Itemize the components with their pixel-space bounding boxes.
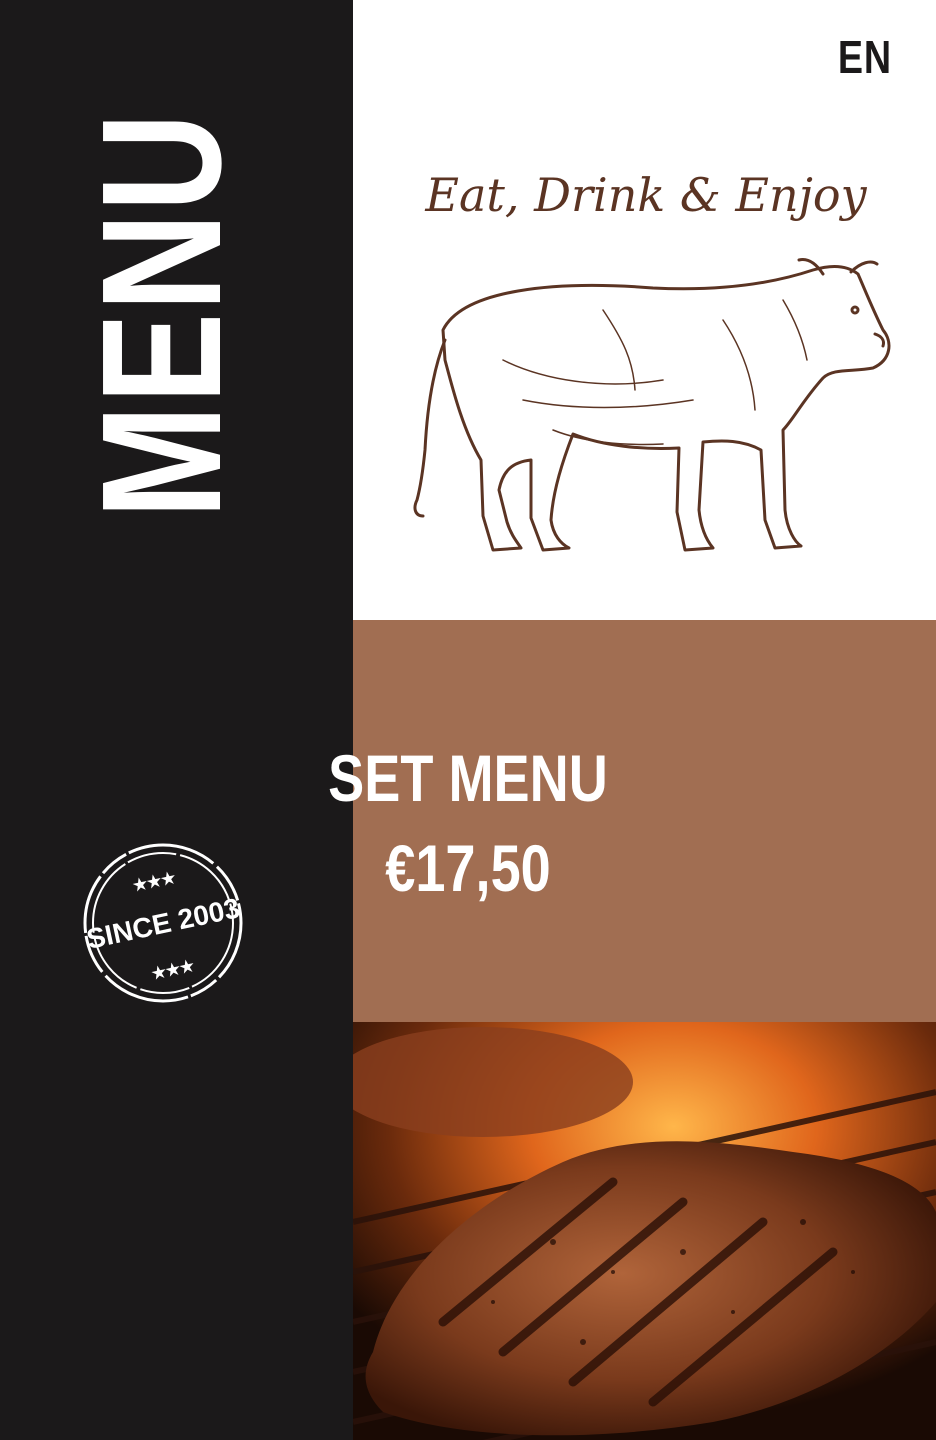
header-panel [353, 0, 936, 620]
set-menu-price: €17,50 [385, 831, 551, 905]
stamp-stars-bottom: ★★★ [150, 957, 196, 984]
price-panel [353, 620, 936, 1022]
sidebar [0, 0, 353, 1440]
stamp-text: SINCE 2003 [83, 892, 243, 955]
language-button[interactable]: EN [837, 31, 892, 83]
bull-illustration [403, 250, 903, 570]
menu-title-text: MENU [67, 111, 257, 519]
stamp-stars-top: ★★★ [131, 869, 178, 896]
grilled-steak-image [353, 1022, 936, 1440]
tagline: Eat, Drink & Enjoy [425, 168, 867, 222]
grilled-steak-photo [353, 1022, 936, 1440]
set-menu-label: SET MENU [328, 741, 608, 815]
menu-title [67, 61, 257, 570]
